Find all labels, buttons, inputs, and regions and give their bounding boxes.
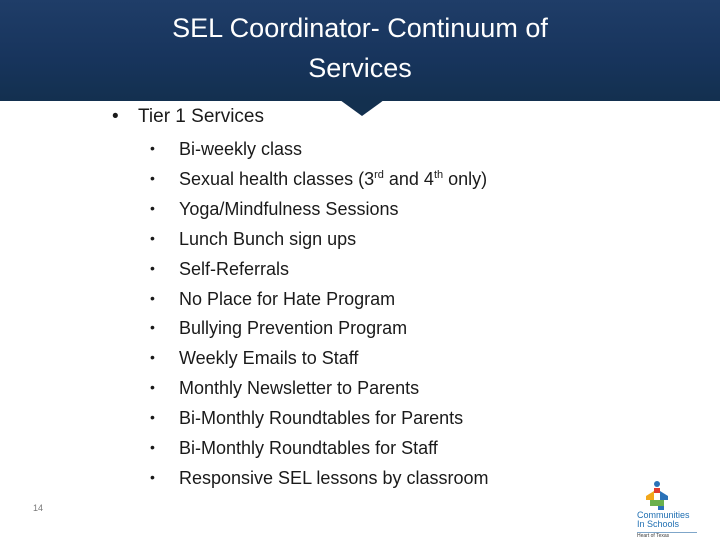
- item-text: Bullying Prevention Program: [179, 318, 408, 339]
- list-bullet: •: [150, 199, 155, 216]
- page-number: 14: [33, 503, 44, 513]
- list-item: [150, 403, 488, 433]
- tier-heading: [112, 104, 264, 130]
- item-text: and 4: [383, 168, 434, 189]
- list-bullet: •: [150, 259, 155, 276]
- list-bullet: •: [150, 319, 155, 336]
- list-item: [150, 134, 488, 164]
- logo-subtitle: Heart of Texas: [637, 532, 697, 539]
- list-item: [150, 224, 488, 254]
- services-list: [150, 134, 488, 493]
- list-bullet: •: [150, 289, 155, 306]
- list-item: [150, 164, 488, 194]
- list-bullet: •: [150, 140, 155, 156]
- logo-line-2: In Schools: [637, 519, 680, 529]
- list-item: [150, 463, 488, 493]
- superscript: rd: [374, 168, 384, 181]
- item-text: Lunch Bunch sign ups: [179, 228, 357, 249]
- logo-line-1: Communities: [637, 510, 690, 520]
- list-item: [150, 194, 488, 224]
- superscript: th: [433, 168, 444, 181]
- item-text: Responsive SEL lessons by classroom: [179, 467, 489, 488]
- list-bullet: •: [150, 349, 155, 366]
- list-bullet: •: [150, 439, 155, 456]
- list-bullet: •: [150, 229, 155, 246]
- slide-title: [0, 8, 720, 88]
- list-bullet: •: [150, 169, 155, 186]
- item-text: Monthly Newsletter to Parents: [179, 378, 420, 399]
- list-item: [150, 284, 488, 314]
- item-text: Yoga/Mindfulness Sessions: [179, 198, 399, 219]
- title-line-2: Services: [308, 53, 412, 83]
- item-text: Bi-Monthly Roundtables for Staff: [179, 438, 438, 459]
- item-text: Weekly Emails to Staff: [179, 348, 359, 369]
- item-text: No Place for Hate Program: [179, 288, 396, 309]
- list-bullet: •: [150, 409, 155, 426]
- list-bullet: •: [150, 468, 155, 485]
- item-text: Bi-Monthly Roundtables for Parents: [179, 408, 464, 429]
- list-item: [150, 343, 488, 373]
- list-bullet: •: [150, 379, 155, 396]
- logo-wordmark: [637, 511, 717, 529]
- item-text: Bi-weekly class: [179, 139, 303, 159]
- list-item: [150, 254, 488, 284]
- tier-bullet: •: [112, 106, 119, 127]
- tier-label: Tier 1 Services: [138, 106, 264, 127]
- list-item: [150, 433, 488, 463]
- list-item: [150, 313, 488, 343]
- list-item: [150, 373, 488, 403]
- item-text: only): [443, 168, 488, 189]
- item-text: Sexual health classes (3: [179, 168, 375, 189]
- banner-notch: [340, 100, 384, 116]
- title-line-1: SEL Coordinator- Continuum of: [172, 13, 548, 43]
- item-text: Self-Referrals: [179, 258, 290, 279]
- title-banner: [0, 0, 720, 101]
